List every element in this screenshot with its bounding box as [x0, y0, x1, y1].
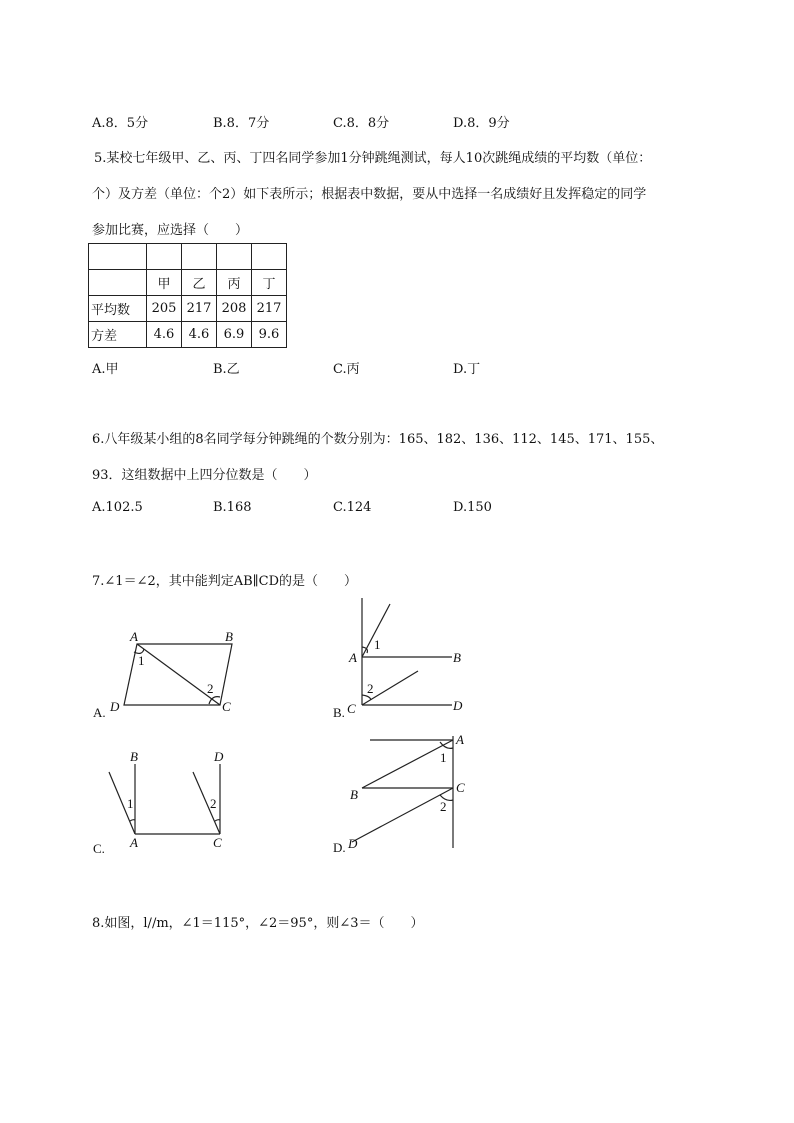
- table-row: [89, 244, 287, 270]
- point-label-c: C: [222, 699, 231, 714]
- angle-label-1: 1: [374, 637, 381, 652]
- point-label-b: B: [225, 629, 233, 644]
- q4-option-b: B.8．7分: [213, 116, 270, 131]
- q6-stem-line1: 6.八年级某小组的8名同学每分钟跳绳的个数分别为：165、182、136、112、145、171、155、: [92, 432, 664, 447]
- table-cell: 208: [217, 296, 252, 322]
- point-label-a: A: [130, 629, 138, 644]
- q5-stats-table: [88, 243, 287, 348]
- q6-option-d: D.150: [453, 500, 492, 515]
- table-cell: 4.6: [182, 322, 217, 348]
- q4-option-a: A.8．5分: [92, 116, 149, 131]
- table-cell: 217: [252, 296, 287, 322]
- table-row: [89, 296, 287, 322]
- point-label-d: D: [110, 699, 120, 714]
- q4-option-d: D.8．9分: [453, 116, 510, 131]
- q6-stem-line2: 93．这组数据中上四分位数是（ ）: [92, 468, 317, 483]
- point-label-b: B: [350, 787, 358, 802]
- table-cell: [89, 270, 147, 296]
- table-header-ding: 丁: [252, 270, 287, 296]
- q7-figure-c: [90, 746, 250, 858]
- q5-stem-line2: 个）及方差（单位：个2）如下表所示；根据表中数据，要从中选择一名成绩好且发挥稳定的同学: [92, 187, 647, 202]
- table-row: [89, 270, 287, 296]
- q4-option-c: C.8．8分: [333, 116, 390, 131]
- angle-label-1: 1: [138, 653, 145, 668]
- option-label: D.: [333, 840, 346, 855]
- angle-1-arc: [130, 820, 135, 821]
- q5-option-c: C.丙: [333, 362, 360, 377]
- angle-label-2: 2: [440, 799, 447, 814]
- q6-option-c: C.124: [333, 500, 372, 515]
- table-cell: 4.6: [147, 322, 182, 348]
- table-row: [89, 322, 287, 348]
- angle-label-2: 2: [210, 796, 217, 811]
- point-label-d: D: [453, 698, 463, 713]
- table-header-jia: 甲: [147, 270, 182, 296]
- q5-option-a: A.甲: [92, 362, 119, 377]
- angle-label-1: 1: [440, 750, 447, 765]
- option-label: B.: [333, 705, 345, 720]
- q7-figure-d: [330, 730, 480, 858]
- q6-option-b: B.168: [213, 500, 252, 515]
- point-label-a: A: [130, 835, 138, 850]
- q5-option-b: B.乙: [213, 362, 240, 377]
- angle-label-2: 2: [367, 681, 374, 696]
- q5-stem-line1: 5.某校七年级甲、乙、丙、丁四名同学参加1分钟跳绳测试，每人10次跳绳成绩的平均数（单位：: [94, 151, 652, 166]
- segment-cd: [352, 788, 453, 842]
- table-cell: 205: [147, 296, 182, 322]
- point-label-b: B: [130, 749, 138, 764]
- table-cell: 6.9: [217, 322, 252, 348]
- point-label-c: C: [213, 835, 222, 850]
- option-label: C.: [93, 841, 105, 856]
- point-label-a: A: [456, 732, 464, 747]
- point-label-c: C: [456, 780, 465, 795]
- table-header-bing: 丙: [217, 270, 252, 296]
- point-label-a: A: [349, 650, 357, 665]
- q7-figure-a: [90, 625, 250, 720]
- angle-label-2: 2: [207, 681, 214, 696]
- q7-figure-b: [330, 592, 480, 720]
- point-label-d: D: [214, 749, 224, 764]
- point-label-c: C: [347, 701, 356, 716]
- table-header-yi: 乙: [182, 270, 217, 296]
- q5-stem-line3: 参加比赛，应选择（ ）: [92, 223, 249, 238]
- option-label: A.: [93, 705, 106, 720]
- point-label-b: B: [453, 650, 461, 665]
- q7-stem: 7.∠1＝∠2，其中能判定AB∥CD的是（ ）: [92, 574, 358, 589]
- q6-option-a: A.102.5: [92, 500, 143, 515]
- point-label-d: D: [348, 836, 358, 851]
- row-label-variance: 方差: [89, 322, 147, 348]
- row-label-mean: 平均数: [89, 296, 147, 322]
- angle-label-1: 1: [127, 796, 134, 811]
- q8-stem: 8.如图，l//m，∠1＝115°，∠2＝95°，则∠3＝（ ）: [92, 916, 424, 931]
- angle-2-arc: [215, 820, 220, 821]
- q5-option-d: D.丁: [453, 362, 481, 377]
- table-cell: 9.6: [252, 322, 287, 348]
- table-cell: 217: [182, 296, 217, 322]
